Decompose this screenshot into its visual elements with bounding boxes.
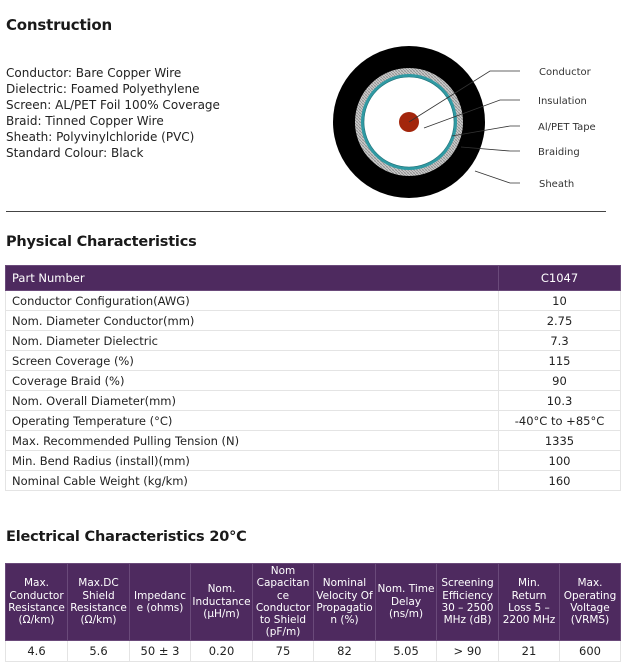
table-row (6, 331, 621, 351)
col-header-time-delay: Nom. Time Delay (ns/m) (376, 564, 437, 641)
construction-heading: Construction (6, 16, 112, 34)
table-row (6, 431, 621, 451)
label-tape: Al/PET Tape (538, 122, 596, 133)
spec-sheath: Sheath: Polyvinylchloride (PVC) (6, 129, 195, 144)
table-row (6, 451, 621, 471)
cell-inductance: 0.20 (191, 640, 253, 661)
cell-return-loss: 21 (499, 640, 560, 661)
cell-voltage: 600 (560, 640, 621, 661)
label-braiding: Braiding (538, 147, 580, 158)
table-row (6, 391, 621, 411)
section-divider (6, 211, 606, 212)
row-label: Nom. Overall Diameter(mm) (6, 391, 499, 411)
col-header-shield-resistance: Max.DC Shield Resistance (Ω/km) (68, 564, 130, 641)
col-header-return-loss: Min. Return Loss 5 – 2200 MHz (499, 564, 560, 641)
label-sheath: Sheath (539, 179, 575, 190)
electrical-heading: Electrical Characteristics 20°C (6, 529, 247, 545)
cell-shield-resistance: 5.6 (68, 640, 130, 661)
cell-screening: > 90 (437, 640, 499, 661)
table-row (6, 411, 621, 431)
row-label: Conductor Configuration(AWG) (6, 291, 499, 311)
row-label: Operating Temperature (°C) (6, 411, 499, 431)
col-header-conductor-resistance: Max. Conductor Resistance (Ω/km) (6, 564, 68, 641)
cell-impedance: 50 ± 3 (130, 640, 191, 661)
row-value: 2.75 (499, 311, 621, 331)
table-row (6, 371, 621, 391)
spec-braid: Braid: Tinned Copper Wire (6, 113, 164, 128)
cell-conductor-resistance: 4.6 (6, 640, 68, 661)
physical-heading: Physical Characteristics (6, 234, 197, 250)
row-label: Nominal Cable Weight (kg/km) (6, 471, 499, 491)
row-value: 1335 (499, 431, 621, 451)
row-label: Nom. Diameter Dielectric (6, 331, 499, 351)
part-number-value: C1047 (499, 266, 621, 291)
row-label: Nom. Diameter Conductor(mm) (6, 311, 499, 331)
row-label: Max. Recommended Pulling Tension (N) (6, 431, 499, 451)
col-header-capacitance: Nom Capacitance Conductor to Shield (pF/m) (253, 564, 314, 641)
col-header-impedance: Impedance (ohms) (130, 564, 191, 641)
electrical-characteristics-table (5, 563, 621, 662)
cell-capacitance: 75 (253, 640, 314, 661)
table-header-row (6, 266, 621, 291)
part-number-label: Part Number (6, 266, 499, 291)
col-header-inductance: Nom. Inductance (µH/m) (191, 564, 253, 641)
col-header-velocity: Nominal Velocity Of Propagation (%) (314, 564, 376, 641)
table-row (6, 640, 621, 661)
row-value: 90 (499, 371, 621, 391)
row-value: 7.3 (499, 331, 621, 351)
row-value: 100 (499, 451, 621, 471)
row-value: 160 (499, 471, 621, 491)
row-value: 10.3 (499, 391, 621, 411)
physical-characteristics-table (5, 265, 621, 491)
cell-velocity: 82 (314, 640, 376, 661)
row-label: Min. Bend Radius (install)(mm) (6, 451, 499, 471)
row-label: Screen Coverage (%) (6, 351, 499, 371)
row-value: 115 (499, 351, 621, 371)
table-row (6, 471, 621, 491)
table-header-row (6, 564, 621, 641)
spec-screen: Screen: AL/PET Foil 100% Coverage (6, 97, 220, 112)
leader-sheath (475, 171, 520, 183)
construction-spec-list (6, 66, 220, 161)
table-row (6, 291, 621, 311)
table-row (6, 351, 621, 371)
label-conductor: Conductor (539, 67, 591, 78)
row-value: -40°C to +85°C (499, 411, 621, 431)
table-row (6, 311, 621, 331)
spec-dielectric: Dielectric: Foamed Polyethylene (6, 81, 200, 96)
cell-time-delay: 5.05 (376, 640, 437, 661)
cable-cross-section-diagram (330, 44, 622, 204)
spec-conductor: Conductor: Bare Copper Wire (6, 66, 182, 80)
col-header-voltage: Max. Operating Voltage (VRMS) (560, 564, 621, 641)
label-insulation: Insulation (538, 96, 587, 107)
col-header-screening: Screening Efficiency 30 – 2500 MHz (dB) (437, 564, 499, 641)
spec-colour: Standard Colour: Black (6, 145, 144, 160)
row-value: 10 (499, 291, 621, 311)
row-label: Coverage Braid (%) (6, 371, 499, 391)
